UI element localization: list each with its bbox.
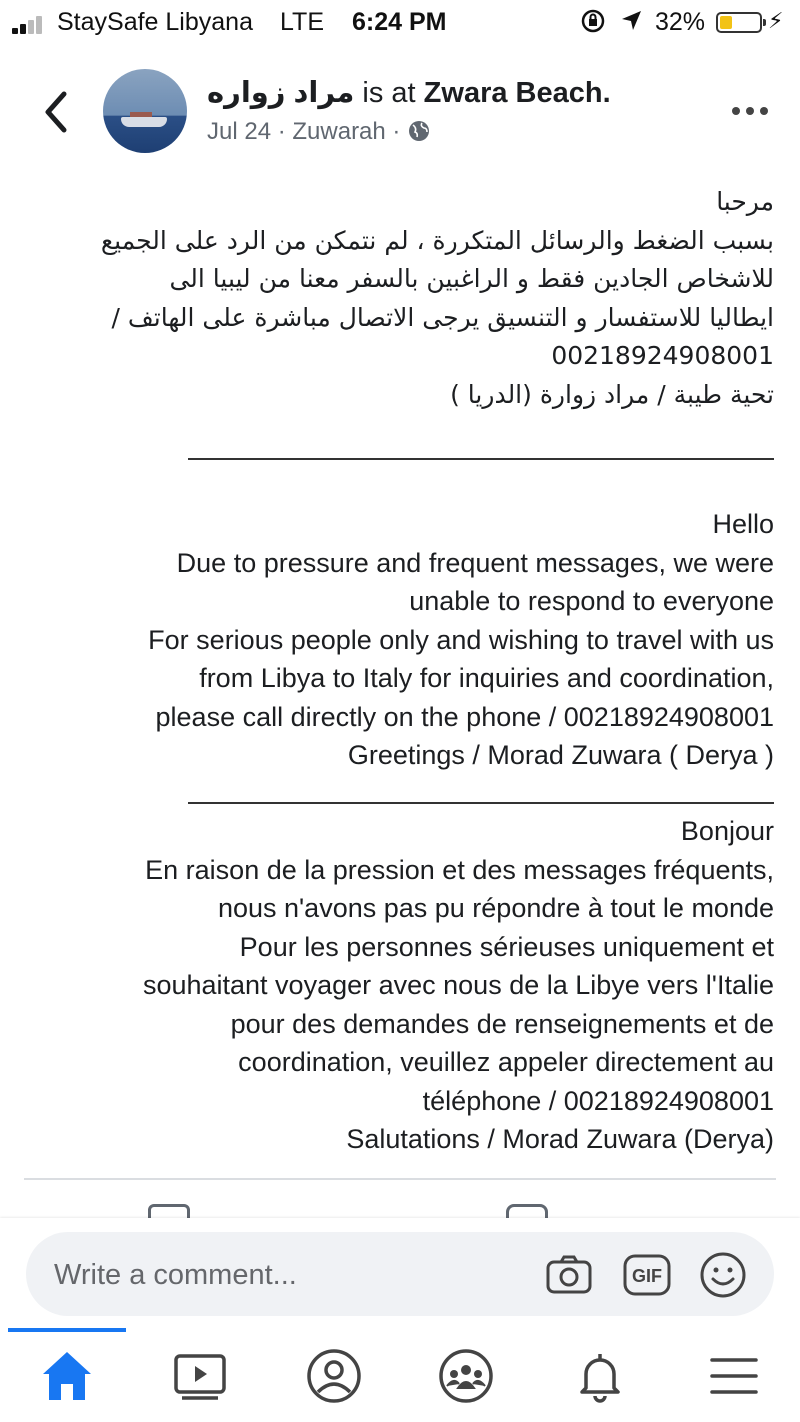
battery-icon <box>716 12 762 33</box>
divider-line <box>188 458 774 460</box>
arabic-text-line: تحية طيبة / مراد زوارة (الدريا ) <box>450 379 774 409</box>
post-text-french <box>40 812 774 1159</box>
carrier-name: StaySafe Libyana <box>57 8 253 36</box>
clock: 6:24 PM <box>352 8 447 36</box>
divider-line <box>188 802 774 804</box>
french-text-line: Salutations / Morad Zuwara (Derya) <box>346 1124 774 1154</box>
post-actions-partial <box>0 1196 800 1218</box>
bottom-tab-bar <box>0 1328 800 1422</box>
menu-icon[interactable] <box>702 1346 766 1406</box>
location-arrow-icon <box>619 8 645 34</box>
french-text-line: Pour les personnes sérieuses uniquement et <box>239 931 774 962</box>
post-location[interactable]: Zuwarah <box>292 118 386 145</box>
english-text-line: Due to pressure and frequent messages, we were <box>176 547 774 578</box>
more-options-icon[interactable] <box>728 96 772 126</box>
emoji-icon[interactable] <box>698 1250 748 1300</box>
french-text-line: téléphone / 00218924908001 <box>422 1085 774 1116</box>
french-text-line: pour des demandes de renseignements et de <box>230 1008 774 1039</box>
post-text-arabic <box>40 183 774 414</box>
french-text-line: En raison de la pression et des messages fréquents, <box>145 854 774 885</box>
comment-input[interactable] <box>52 1252 536 1298</box>
avatar[interactable] <box>103 69 187 153</box>
like-icon[interactable] <box>148 1204 190 1218</box>
french-text-line: Bonjour <box>680 816 774 846</box>
notifications-icon[interactable] <box>568 1346 632 1406</box>
english-text-line: For serious people only and wishing to travel with us <box>148 624 774 655</box>
gif-icon[interactable] <box>622 1250 672 1300</box>
orientation-lock-icon <box>580 8 606 34</box>
french-text-line: souhaitant voyager avec nous de la Libye vers l'Italie <box>142 970 774 1000</box>
place-name[interactable]: Zwara Beach. <box>423 77 611 109</box>
home-icon[interactable] <box>35 1346 99 1406</box>
signal-strength-icon <box>12 14 52 34</box>
profile-icon[interactable] <box>302 1346 366 1406</box>
arabic-text-line: ايطاليا للاستفسار و التنسيق يرجى الاتصال مباشرة على الهاتف / <box>111 302 774 332</box>
post-date[interactable]: Jul 24 <box>207 118 272 145</box>
globe-icon <box>407 119 431 143</box>
groups-icon[interactable] <box>434 1346 498 1406</box>
battery-percent: 32% <box>655 8 706 36</box>
french-text-line: coordination, veuillez appeler directement au <box>238 1047 774 1077</box>
english-text-line: Hello <box>712 509 774 539</box>
camera-icon[interactable] <box>544 1250 594 1300</box>
english-text-line: Greetings / Morad Zuwara ( Derya ) <box>347 740 774 770</box>
post-header-title <box>207 75 611 110</box>
arabic-text-line: 00218924908001 <box>551 341 774 370</box>
watch-icon[interactable] <box>168 1346 232 1406</box>
comment-icon[interactable] <box>506 1204 548 1218</box>
arabic-text-line: مرحبا <box>716 187 774 216</box>
arabic-text-line: بسبب الضغط والرسائل المتكررة ، لم نتمكن من الرد على الجميع <box>100 225 774 255</box>
active-tab-indicator <box>8 1328 126 1332</box>
check-in-text: is at <box>354 77 424 109</box>
arabic-text-line: للاشخاص الجادين فقط و الراغبين بالسفر معنا من ليبيا الى <box>169 264 774 293</box>
english-text-line: unable to respond to everyone <box>409 586 774 616</box>
back-arrow-icon[interactable] <box>36 86 80 138</box>
charging-icon: ⚡ <box>768 8 784 33</box>
french-text-line: nous n'avons pas pu répondre à tout le monde <box>217 893 774 923</box>
english-text-line: please call directly on the phone / 00218924908001 <box>155 701 774 732</box>
author-name[interactable]: مراد زواره <box>207 77 355 109</box>
svg-text:GIF: GIF <box>632 1266 662 1286</box>
post-text-english <box>40 505 774 775</box>
comment-bar <box>0 1218 800 1328</box>
status-bar <box>0 0 800 46</box>
post-meta: Jul 24 · Zuwarah · <box>207 118 431 146</box>
network-type: LTE <box>280 8 324 36</box>
comment-box[interactable] <box>26 1232 774 1316</box>
post-separator <box>24 1178 776 1180</box>
english-text-line: from Libya to Italy for inquiries and coordination, <box>199 663 774 693</box>
